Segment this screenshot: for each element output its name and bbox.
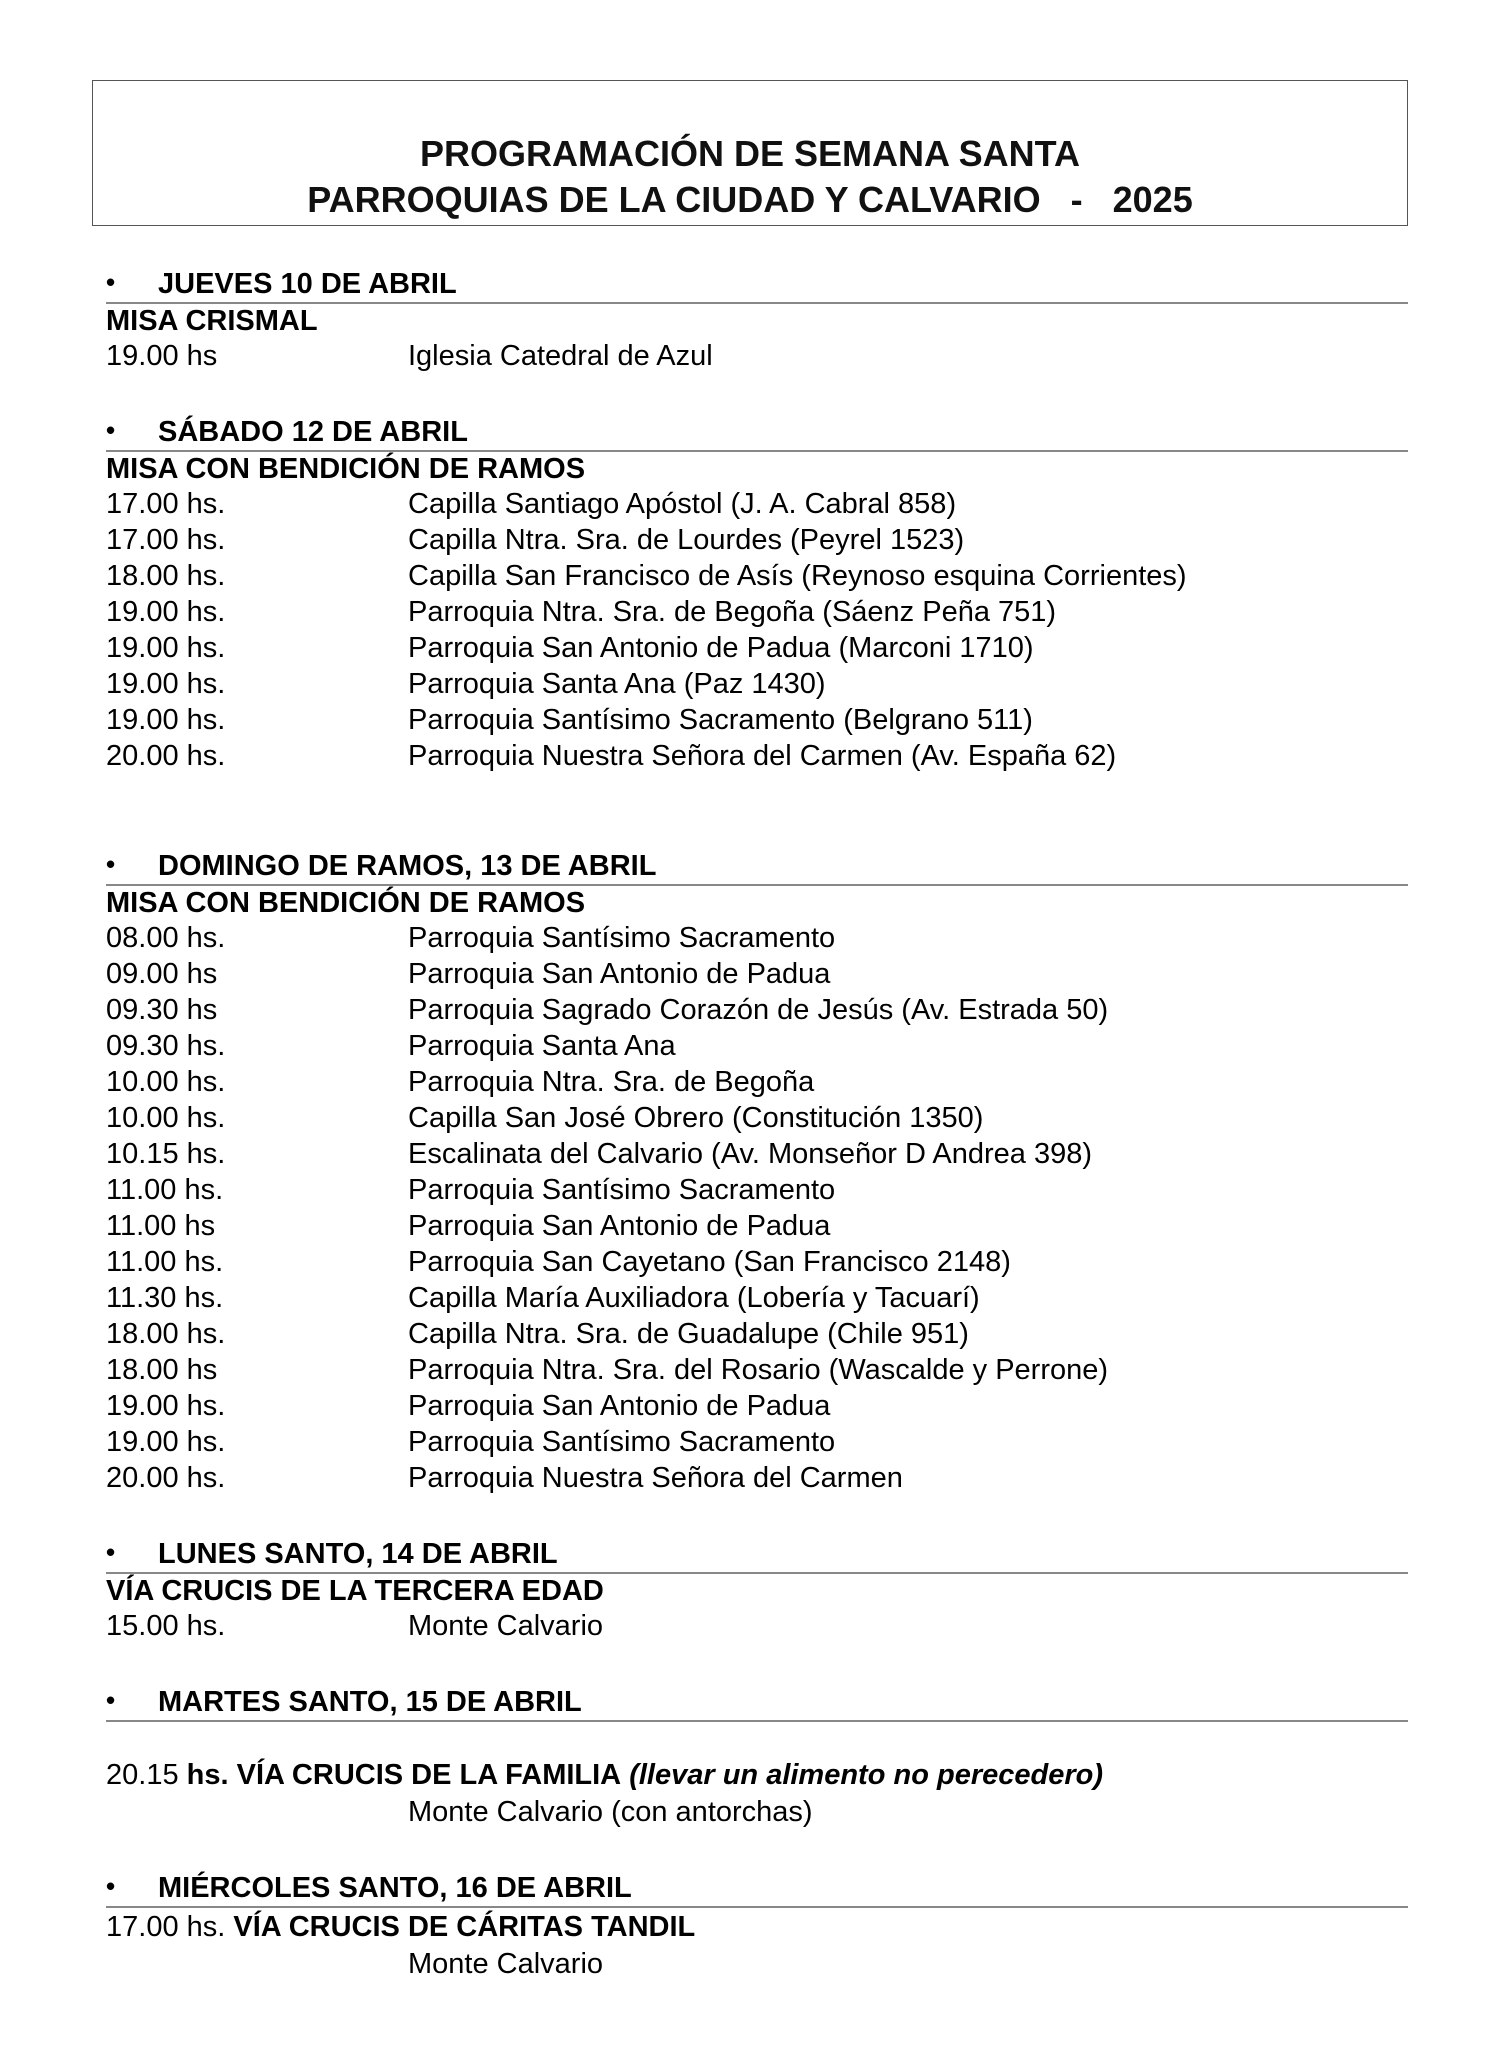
row-place: Capilla María Auxiliadora (Lobería y Tacuarí) [408, 1282, 980, 1314]
section-title: MISA CON BENDICIÓN DE RAMOS [106, 453, 586, 485]
row-time: 10.15 hs. [106, 1138, 226, 1170]
row-time: 11.00 hs [106, 1210, 216, 1242]
row-time: 09.30 hs. [106, 1030, 226, 1062]
bullet-icon: • [106, 1685, 116, 1715]
row-time: 10.00 hs. [106, 1102, 226, 1134]
schedule-row [106, 558, 1408, 594]
row-time: 19.00 hs. [106, 1426, 226, 1458]
schedule-row [106, 1244, 1408, 1280]
row-place: Capilla San José Obrero (Constitución 1350) [408, 1102, 984, 1134]
row-place: Iglesia Catedral de Azul [408, 340, 713, 372]
section-title: VÍA CRUCIS DE LA TERCERA EDAD [106, 1575, 604, 1607]
row-time: 11.00 hs. [106, 1246, 224, 1278]
title-box [92, 80, 1408, 226]
schedule-row [106, 738, 1408, 774]
schedule-row [106, 630, 1408, 666]
row-place: Capilla Ntra. Sra. de Lourdes (Peyrel 1523) [408, 524, 965, 556]
bullet-icon: • [106, 267, 116, 297]
schedule-row [106, 1172, 1408, 1208]
bullet-icon: • [106, 415, 116, 445]
row-place: Parroquia San Antonio de Padua [408, 958, 831, 990]
event-line-familia [106, 1756, 1408, 1794]
schedule-row [106, 1028, 1408, 1064]
row-place: Parroquia Nuestra Señora del Carmen [408, 1462, 903, 1494]
schedule [106, 262, 1408, 1982]
event-place: Monte Calvario (con antorchas) [408, 1796, 813, 1828]
row-place: Escalinata del Calvario (Av. Monseñor D Andrea 398) [408, 1138, 1093, 1170]
schedule-row [106, 1280, 1408, 1316]
row-time: 09.00 hs [106, 958, 218, 990]
row-time: 11.00 hs. [106, 1174, 224, 1206]
day-title: MARTES SANTO, 15 DE ABRIL [158, 1686, 582, 1718]
row-place: Parroquia Nuestra Señora del Carmen (Av. España 62) [408, 740, 1117, 772]
row-place: Parroquia Santísimo Sacramento (Belgrano 511) [408, 704, 1033, 736]
schedule-row [106, 1064, 1408, 1100]
row-place: Parroquia Santa Ana [408, 1030, 676, 1062]
row-time: 17.00 hs. [106, 524, 226, 556]
row-time: 17.00 hs. [106, 488, 226, 520]
schedule-row [106, 920, 1408, 956]
section-title: MISA CON BENDICIÓN DE RAMOS [106, 887, 586, 919]
day-title: JUEVES 10 DE ABRIL [158, 268, 457, 300]
day-title: MIÉRCOLES SANTO, 16 DE ABRIL [158, 1872, 632, 1904]
row-place: Parroquia Ntra. Sra. del Rosario (Wascalde y Perrone) [408, 1354, 1109, 1386]
schedule-row [106, 486, 1408, 522]
page-title: PROGRAMACIÓN DE SEMANA SANTA [419, 133, 1080, 174]
row-time: 20.00 hs. [106, 740, 226, 772]
schedule-row [106, 1136, 1408, 1172]
schedule-row [106, 1316, 1408, 1352]
row-time: 15.00 hs. [106, 1610, 226, 1642]
schedule-row [106, 1460, 1408, 1496]
event-note: (llevar un alimento no perecedero) [629, 1759, 1103, 1791]
row-time: 19.00 hs. [106, 1390, 226, 1422]
row-place: Capilla Santiago Apóstol (J. A. Cabral 858) [408, 488, 957, 520]
day-header-miercoles [106, 1866, 1408, 1908]
row-time: 19.00 hs. [106, 668, 226, 700]
row-time: 19.00 hs. [106, 704, 226, 736]
row-place: Monte Calvario [408, 1610, 604, 1642]
event-hs: hs. [186, 1759, 229, 1791]
row-place: Parroquia Ntra. Sra. de Begoña [408, 1066, 815, 1098]
event-time: 17.00 hs. [106, 1911, 226, 1943]
page-subtitle: PARROQUIAS DE LA CIUDAD Y CALVARIO - 2025 [307, 179, 1193, 220]
day-title: LUNES SANTO, 14 DE ABRIL [158, 1538, 558, 1570]
schedule-row [106, 338, 1408, 374]
bullet-icon: • [106, 1871, 116, 1901]
row-place: Parroquia Santísimo Sacramento [408, 1426, 836, 1458]
schedule-row [106, 1608, 1408, 1644]
schedule-row [106, 522, 1408, 558]
row-place: Parroquia Santísimo Sacramento [408, 922, 836, 954]
row-time: 18.00 hs [106, 1354, 218, 1386]
row-time: 20.00 hs. [106, 1462, 226, 1494]
event-title: VÍA CRUCIS DE CÁRITAS TANDIL [233, 1911, 696, 1943]
schedule-row [106, 666, 1408, 702]
row-time: 19.00 hs [106, 340, 218, 372]
day-header-lunes [106, 1532, 1408, 1574]
row-time: 10.00 hs. [106, 1066, 226, 1098]
schedule-row [106, 594, 1408, 630]
day-header-domingo [106, 844, 1408, 886]
schedule-row [106, 1352, 1408, 1388]
day-title: SÁBADO 12 DE ABRIL [158, 416, 468, 448]
event-time: 20.15 [106, 1759, 179, 1791]
row-time: 19.00 hs. [106, 596, 226, 628]
schedule-row [106, 702, 1408, 738]
schedule-row [106, 1424, 1408, 1460]
row-place: Parroquia San Antonio de Padua [408, 1390, 831, 1422]
day-header-jueves [106, 262, 1408, 304]
bullet-icon: • [106, 1537, 116, 1567]
row-time: 18.00 hs. [106, 560, 226, 592]
event-title: VÍA CRUCIS DE LA FAMILIA [236, 1759, 622, 1791]
bullet-icon: • [106, 849, 116, 879]
schedule-row [106, 1100, 1408, 1136]
row-place: Parroquia Santa Ana (Paz 1430) [408, 668, 826, 700]
day-header-martes [106, 1680, 1408, 1722]
row-time: 18.00 hs. [106, 1318, 226, 1350]
row-place: Parroquia Santísimo Sacramento [408, 1174, 836, 1206]
row-place: Parroquia San Antonio de Padua [408, 1210, 831, 1242]
schedule-row [106, 1208, 1408, 1244]
row-time: 11.30 hs. [106, 1282, 224, 1314]
row-place: Capilla Ntra. Sra. de Guadalupe (Chile 951) [408, 1318, 969, 1350]
row-time: 08.00 hs. [106, 922, 226, 954]
day-header-sabado [106, 410, 1408, 452]
event-place: Monte Calvario [408, 1948, 604, 1980]
event-line-caritas [106, 1908, 1408, 1946]
schedule-row [106, 992, 1408, 1028]
row-time: 19.00 hs. [106, 632, 226, 664]
row-time: 09.30 hs [106, 994, 218, 1026]
row-place: Capilla San Francisco de Asís (Reynoso esquina Corrientes) [408, 560, 1187, 592]
day-title: DOMINGO DE RAMOS, 13 DE ABRIL [158, 850, 657, 882]
section-title: MISA CRISMAL [106, 305, 318, 337]
row-place: Parroquia Sagrado Corazón de Jesús (Av. Estrada 50) [408, 994, 1109, 1026]
row-place: Parroquia Ntra. Sra. de Begoña (Sáenz Peña 751) [408, 596, 1057, 628]
schedule-row [106, 1388, 1408, 1424]
row-place: Parroquia San Antonio de Padua (Marconi 1710) [408, 632, 1034, 664]
schedule-row [106, 956, 1408, 992]
row-place: Parroquia San Cayetano (San Francisco 2148) [408, 1246, 1011, 1278]
